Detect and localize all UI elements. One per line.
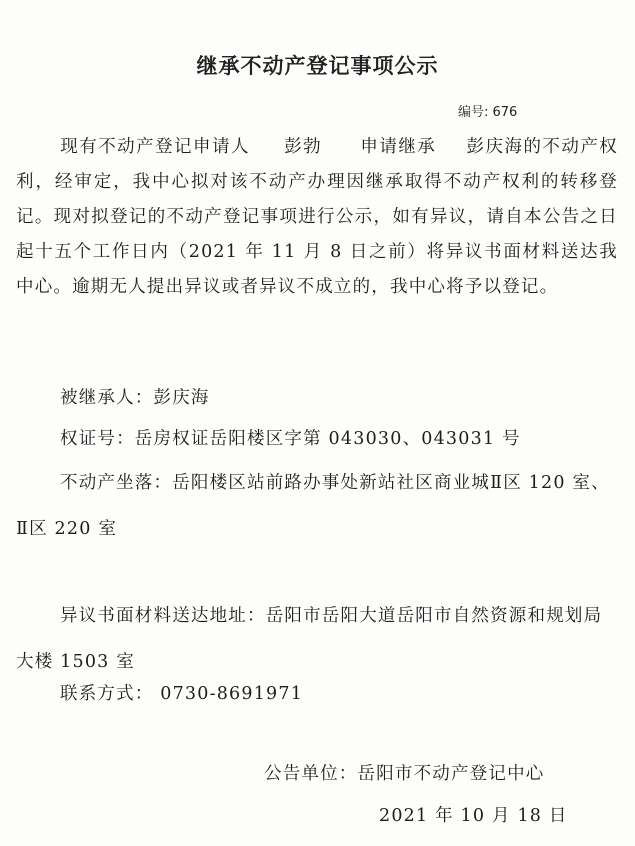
page-title: 继承不动产登记事项公示	[196, 54, 439, 78]
certificate-line: 权证号：岳房权证岳阳楼区字第 043030、043031 号	[60, 429, 521, 449]
issuer-line: 公告单位：岳阳市不动产登记中心	[264, 764, 545, 784]
apply-inherit-text: 申请继承	[360, 137, 437, 157]
contact-line: 联系方式： 0730-8691971	[60, 684, 304, 704]
location-text: 不动产坐落：岳阳楼区站前路办事处新站社区商业城Ⅱ区 120 室、Ⅱ区 220 室	[16, 473, 610, 539]
location-line	[16, 460, 618, 552]
applicant-name: 彭勃	[283, 137, 323, 157]
notice-paragraph	[16, 130, 618, 305]
heir-line: 被继承人：彭庆海	[60, 388, 210, 408]
document-number: 编号: 676	[458, 105, 518, 120]
decedent-name: 彭庆海	[466, 137, 524, 157]
paragraph-rest: 的不动产权利，经审定，我中心拟对该不动产办理因继承取得不动产权利的转移登记。现对拟登记的不动产登记事项进行公示，如有异议，请自本公告之日起十五个工作日内（2021 年 11 月 8 日之前）将异议书面材料送达我中心。逾期无人提出异议或者异议不成立的，我中心将予以登记。	[16, 137, 618, 297]
paragraph-lead: 现有不动产登记申请人	[60, 137, 250, 157]
address-text: 异议书面材料送达地址：岳阳市岳阳大道岳阳市自然资源和规划局大楼 1503 室	[16, 606, 603, 672]
date-line: 2021 年 10 月 18 日	[379, 806, 568, 826]
address-line	[16, 593, 618, 685]
